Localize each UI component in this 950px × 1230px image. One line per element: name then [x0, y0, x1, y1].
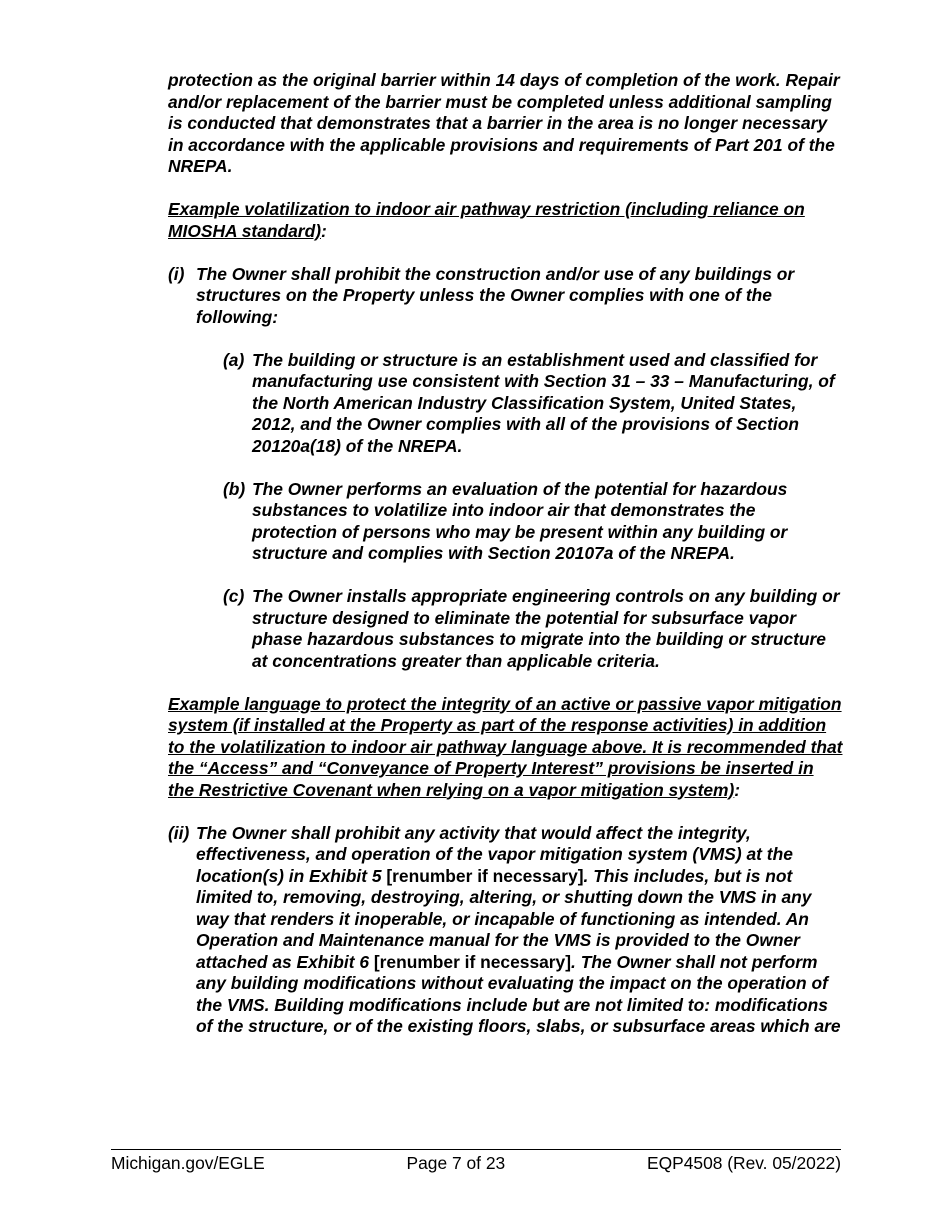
- section-heading-volatilization: [168, 199, 843, 242]
- heading-colon: :: [734, 779, 741, 800]
- list-label: (ii): [168, 822, 190, 843]
- heading-text: Example volatilization to indoor air pathway restriction (including reliance on MIOSHA standard): [168, 199, 805, 241]
- sub-label: (b): [223, 478, 246, 499]
- text-part: The Owner shall prohibit any activity that would affect the integrity, effectiveness, and operation of the vapor mitigation system (VMS) at the location(s) in Exhibit 5: [196, 822, 793, 886]
- text-part: . The Owner shall not perform any building modifications without evaluating the impact on the operation of the VMS. Building modifications include but are not limited to: modifications of the structure, or of the existing floors, slabs, or subsurface areas which are: [196, 951, 841, 1036]
- heading-colon: :: [320, 220, 327, 241]
- text-part: . This includes, but is not limited to, removing, destroying, altering, or shutting down the VMS in any way that renders it inoperable, or incapable of functioning as intended. An Operation and Maintenance manual for the VMS is provided to the Owner attached as Exhibit 6: [196, 865, 812, 972]
- list-text: [196, 823, 843, 1038]
- list-text: The Owner shall prohibit the construction and/or use of any buildings or structures on the Property unless the Owner complies with one of the following:: [196, 263, 795, 327]
- document-body: [168, 70, 843, 1038]
- sub-item-a: [223, 350, 843, 458]
- page-footer: [111, 1149, 841, 1174]
- section-heading-vapor-mitigation: [168, 694, 843, 802]
- sub-text: The Owner performs an evaluation of the potential for hazardous substances to volatilize into indoor air that demonstrates the protection of persons who may be present within any building or structure and complies with Section 20107a of the NREPA.: [252, 478, 788, 563]
- heading-text: Example language to protect the integrity of an active or passive vapor mitigation system (if installed at the Property as part of the response activities) in addition to the volatilization to indoor air pathway language above. It is recommended that the “Access” and “Conveyance of Property Interest” provisions be inserted in the Restrictive Covenant when relying on a vapor mitigation system): [168, 693, 843, 800]
- footer-website: Michigan.gov/EGLE: [111, 1153, 265, 1173]
- sub-item-c: [223, 586, 843, 672]
- list-item-ii: [168, 823, 843, 1038]
- renumber-note: [renumber if necessary]: [373, 951, 572, 972]
- sub-item-b: [223, 479, 843, 565]
- renumber-note: [renumber if necessary]: [386, 865, 584, 886]
- list-label: (i): [168, 263, 185, 284]
- footer-page-number: Page 7 of 23: [406, 1153, 506, 1173]
- sub-text: The building or structure is an establishment used and classified for manufacturing use consistent with Section 31 – 33 – Manufacturing, of the North American Industry Classification System, United States, 2012, and the Owner complies with all of the provisions of Section 20120a(18) of the NREPA.: [252, 349, 835, 456]
- list-item-i: [168, 264, 843, 329]
- sub-label: (a): [223, 349, 245, 370]
- footer-form-id: EQP4508 (Rev. 05/2022): [647, 1153, 841, 1173]
- sub-label: (c): [223, 586, 245, 606]
- sub-text: The Owner installs appropriate engineering controls on any building or structure designed to eliminate the potential for subsurface vapor phase hazardous substances to migrate into the building or structure at concentrations greater than applicable criteria.: [252, 586, 840, 671]
- intro-paragraph: protection as the original barrier within 14 days of completion of the work. Repair and/or replacement of the barrier must be completed unless additional sampling is conducted that demonstrates that a barrier in the area is no longer necessary in accordance with the applicable provisions and requirements of Part 201 of the NREPA.: [168, 70, 840, 176]
